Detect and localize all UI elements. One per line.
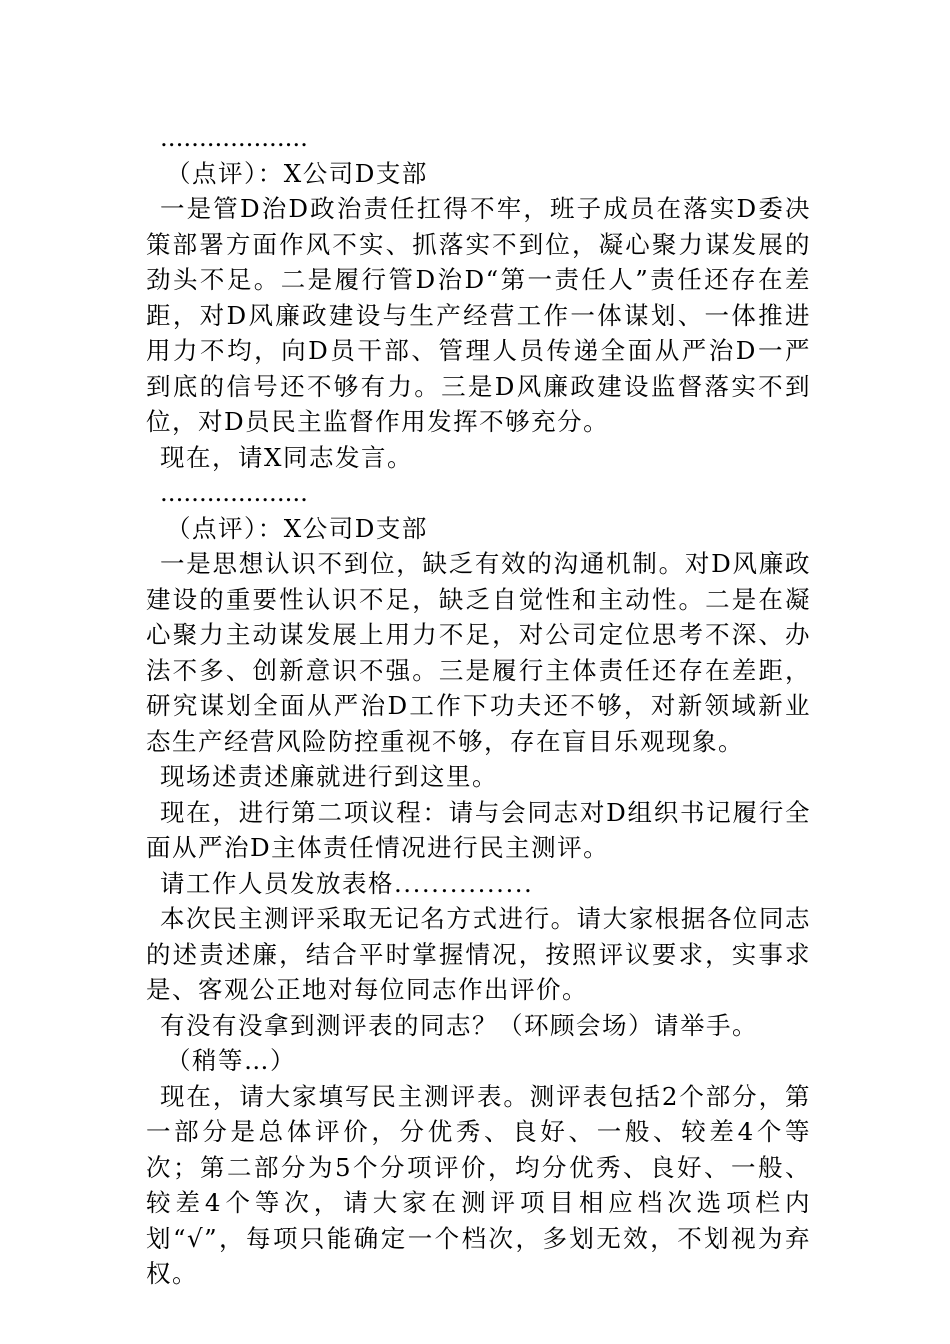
- comment-heading: （点评）：X公司D支部: [166, 513, 428, 543]
- paragraph: 有没有没拿到测评表的同志？（环顾会场）请举手。: [160, 1010, 758, 1040]
- paragraph: 现在，请X同志发言。: [160, 442, 413, 472]
- paragraph: 本次民主测评采取无记名方式进行。请大家根据各位同志的述责述廉，结合平时掌握情况，按照评议要求，实事求是、客观公正地对每位同志作出评价。: [146, 904, 811, 1004]
- stage-direction: （稍等…）: [166, 1046, 296, 1075]
- comment-heading: （点评）：X公司D支部: [166, 158, 428, 188]
- ellipsis-line: ...................: [160, 123, 308, 152]
- paragraph: 现在，请大家填写民主测评表。测评表包括2个部分，第一部分是总体评价，分优秀、良好、一般、较差4个等次；第二部分为5个分项评价，均分优秀、良好、一般、较差4个等次，请大家在测评项目相应档次选项栏内划“√”，每项只能确定一个档次，多划无效，不划视为弃权。: [146, 1081, 811, 1288]
- paragraph: 一是管D治D政治责任扛得不牢，班子成员在落实D委决策部署方面作风不实、抓落实不到位，凝心聚力谋发展的劲头不足。二是履行管D治D“第一责任人”责任还存在差距，对D风廉政建设与生产经营工作一体谋划、一体推进用力不均，向D员干部、管理人员传递全面从严治D一严到底的信号还不够有力。三是D风廉政建设监督落实不到位，对D员民主监督作用发挥不够充分。: [146, 194, 811, 436]
- paragraph: 现场述责述廉就进行到这里。: [160, 762, 498, 791]
- paragraph: 一是思想认识不到位，缺乏有效的沟通机制。对D风廉政建设的重要性认识不足，缺乏自觉性和主动性。二是在凝心聚力主动谋发展上用力不足，对公司定位思考不深、办法不多、创新意识不强。三是履行主体责任还存在差距，研究谋划全面从严治D工作下功夫还不够，对新领域新业态生产经营风险防控重视不够，存在盲目乐观现象。: [146, 549, 811, 756]
- ellipsis-line: ...................: [160, 478, 308, 507]
- document-body: [146, 120, 811, 1292]
- paragraph: 请工作人员发放表格...............: [160, 868, 534, 898]
- paragraph: 现在，进行第二项议程：请与会同志对D组织书记履行全面从严治D主体责任情况进行民主测评。: [146, 797, 811, 862]
